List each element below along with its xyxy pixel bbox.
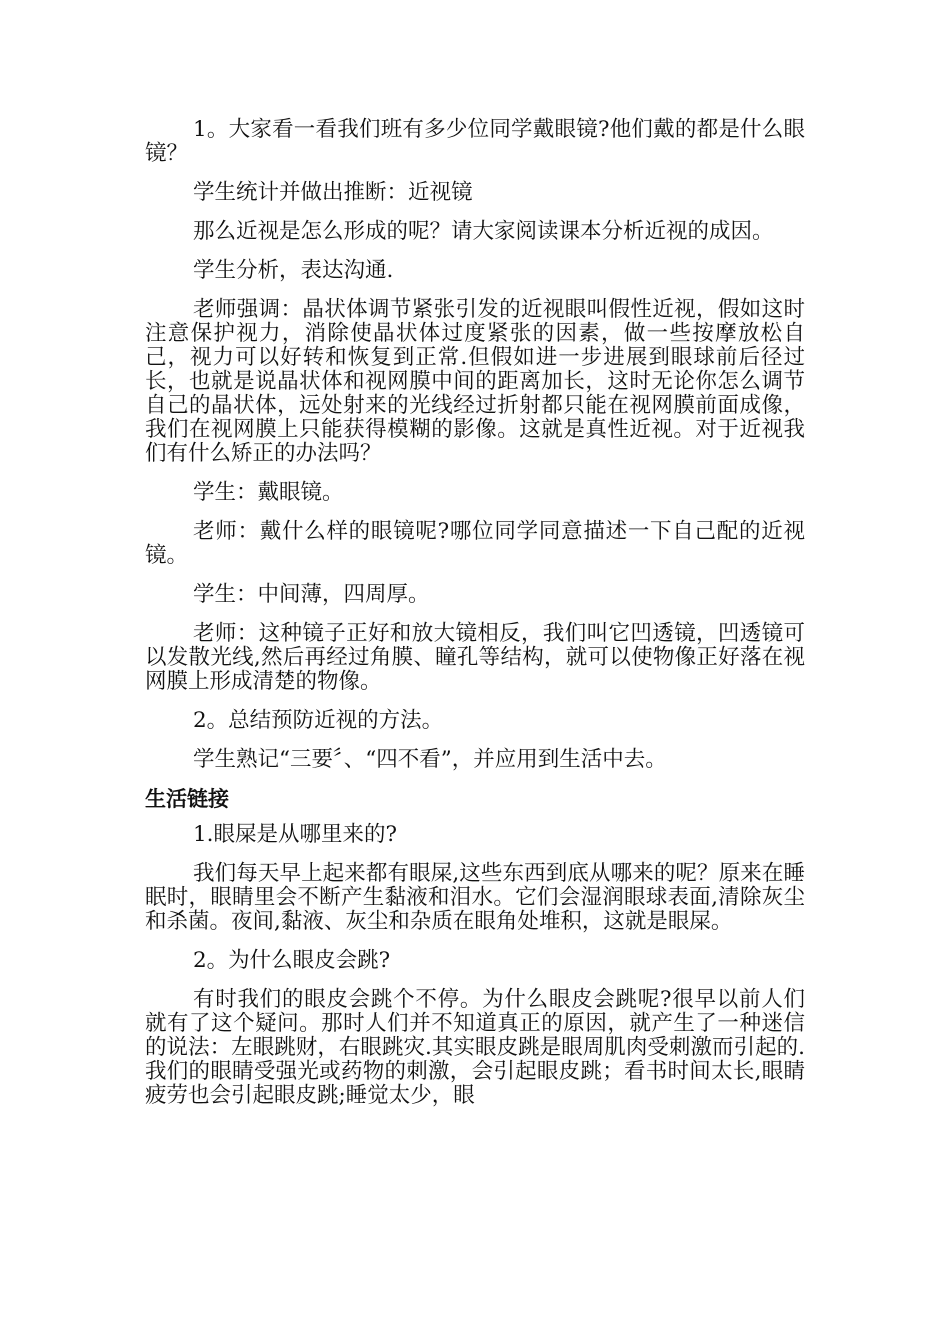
document-page xyxy=(145,118,805,1123)
paragraph-teacher-emphasis: 老师强调：晶状体调节紧张引发的近视眼叫假性近视，假如这时注意保护视力，消除使晶状体过度紧张的因素，做一些按摩放松自己，视力可以好转和恢复到正常.但假如进一步进展到眼球前后径过长，也就是说晶状体和视网膜中间的距离加长，这时无论你怎么调节自己的晶状体，远处射来的光线经过折射都只能在视网膜前面成像，我们在视网膜上只能获得模糊的影像。这就是真性近视。对于近视我们有什么矫正的办法吗？ xyxy=(145,297,805,466)
paragraph-eyelid-twitch-answer: 有时我们的眼皮会跳个不停。为什么眼皮会跳呢?很早以前人们就有了这个疑问。那时人们并不知道真正的原因，就产生了一种迷信的说法：左眼跳财，右眼跳灾.其实眼皮跳是眼周肌肉受刺激而引起的.我们的眼睛受强光或药物的刺激，会引起眼皮跳；看书时间太长,眼睛疲劳也会引起眼皮跳;睡觉太少，眼 xyxy=(145,987,805,1108)
paragraph-student-lens-shape: 学生：中间薄，四周厚。 xyxy=(193,582,430,607)
paragraph-eyelid-twitch-question: 2。为什么眼皮会跳? xyxy=(193,948,391,973)
paragraph-student-conclusion: 学生统计并做出推断：近视镜 xyxy=(193,180,473,205)
paragraph-myopia-cause-question: 那么近视是怎么形成的呢？请大家阅读课本分析近视的成因。 xyxy=(193,219,774,244)
paragraph-question-glasses: 1。大家看一看我们班有多少位同学戴眼镜?他们戴的都是什么眼镜？ xyxy=(145,117,805,166)
paragraph-student-analysis: 学生分析，表达沟通. xyxy=(193,258,394,283)
section-heading-life-link: 生活链接 xyxy=(145,787,229,811)
paragraph-eye-mucus-question: 1.眼屎是从哪里来的? xyxy=(193,822,398,847)
paragraph-eye-mucus-answer: 我们每天早上起来都有眼屎,这些东西到底从哪来的呢？原来在睡眠时，眼睛里会不断产生黏液和泪水。它们会湿润眼球表面,清除灰尘和杀菌。夜间,黏液、灰尘和杂质在眼角处堆积，这就是眼屎。 xyxy=(145,861,805,934)
paragraph-student-answer-glasses: 学生：戴眼镜。 xyxy=(193,480,344,505)
paragraph-memorize-rules: 学生熟记“三要〞、“四不看”，并应用到生活中去。 xyxy=(193,747,667,772)
paragraph-teacher-concave-lens: 老师：这种镜子正好和放大镜相反，我们叫它凹透镜，凹透镜可以发散光线,然后再经过角膜、瞳孔等结构，就可以使物像正好落在视网膜上形成清楚的物像。 xyxy=(145,621,805,694)
paragraph-teacher-question-lens: 老师：戴什么样的眼镜呢?哪位同学同意描述一下自己配的近视镜。 xyxy=(145,519,805,568)
paragraph-summary-prevention: 2。总结预防近视的方法。 xyxy=(193,708,444,733)
